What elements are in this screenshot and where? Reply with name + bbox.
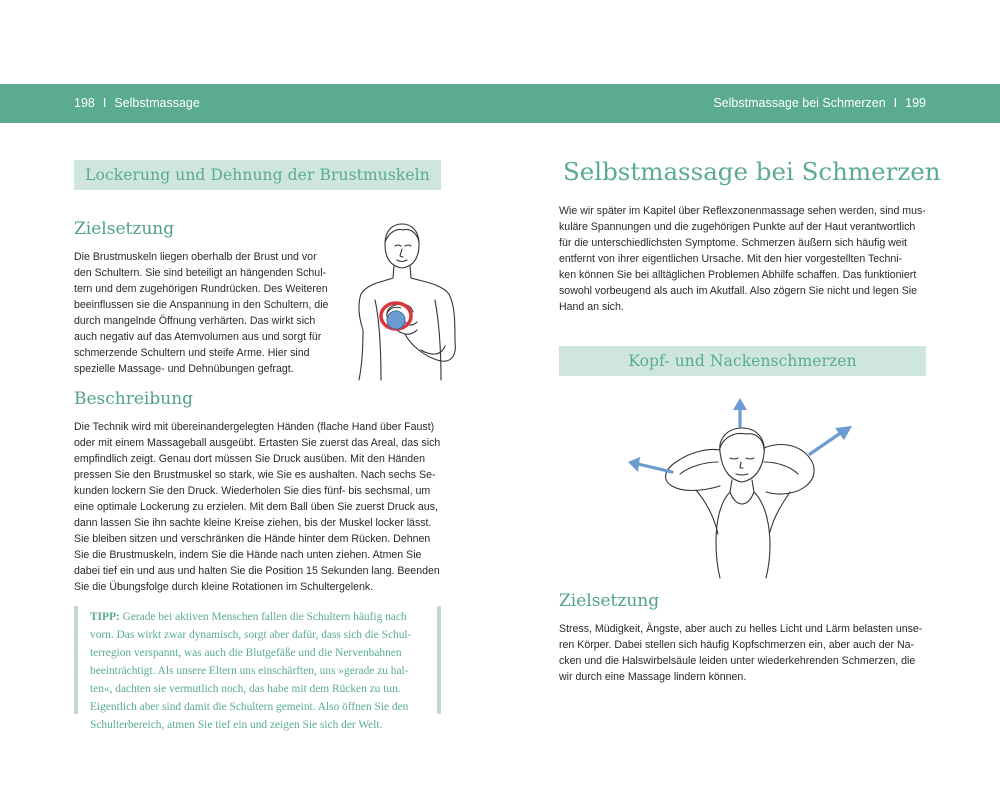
man-chest-massage-illustration	[345, 222, 470, 382]
left-section-box: Lockerung und Dehnung der Brustmuskeln	[74, 160, 441, 190]
left-description-heading: Beschreibung	[74, 389, 194, 409]
tip-line: Schulterbereich, atmen Sie tief ein und zeigen Sie sich der Welt.	[90, 719, 383, 731]
left-goal-line: Die Brustmuskeln liegen oberhalb der Brust und vor	[74, 251, 317, 263]
description-line: dabei tief ein und aus und halten Sie die Position 15 Sekunden lang. Beenden	[74, 565, 440, 577]
left-goal-heading: Zielsetzung	[74, 219, 175, 239]
running-header	[0, 84, 1000, 123]
header-separator-right: I	[893, 96, 898, 110]
right-goal-heading: Zielsetzung	[559, 591, 660, 611]
left-goal-line: schmerzende Schultern und steife Arme. Hier sind	[74, 347, 310, 359]
description-line: Sie die Brustmuskeln, indem Sie die Hände nach unten ziehen. Atmen Sie	[74, 549, 422, 561]
left-goal-line: spezielle Massage- und Dehnübungen gefragt.	[74, 363, 294, 375]
tip-line: Eigentlich aber sind damit die Schultern gemeint. Also öffnen Sie den	[90, 701, 409, 713]
right-goal-line: ren Körper. Dabei stellen sich häufig Kopfschmerzen ein, aber auch der Na-	[559, 639, 915, 651]
arrow-right-icon	[810, 432, 842, 454]
right-running-title: Selbstmassage bei Schmerzen	[713, 96, 886, 110]
tip-first-line: Gerade bei aktiven Menschen fallen die Schultern häufig nach	[119, 611, 407, 623]
intro-line: Hand an sich.	[559, 301, 624, 313]
right-page-number: 199	[905, 96, 926, 110]
tip-label: TIPP:	[90, 611, 120, 623]
right-goal-line: cken und die Halswirbelsäule leiden unter wiederkehrenden Schmerzen, die	[559, 655, 916, 667]
description-line: kunden lockern Sie den Druck. Wiederholen Sie dies fünf- bis sechsmal, um	[74, 485, 431, 497]
tip-line: ten«, dachten sie vermutlich noch, das habe mit dem Rücken zu tun.	[90, 683, 401, 695]
intro-line: kuläre Spannungen und die zugehörigen Punkte auf der Haut verantwortlich	[559, 221, 916, 233]
arrowhead-up-icon	[733, 398, 747, 410]
description-line: pressen Sie den Brustmuskel so stark, wie Sie es aushalten. Nach sechs Se-	[74, 469, 436, 481]
tip-box	[74, 606, 441, 731]
arrowhead-right-icon	[835, 426, 852, 440]
right-intro-text	[559, 203, 926, 315]
left-goal-text	[74, 249, 334, 377]
left-goal-line: den Schultern. Sie sind beteiligt an hängenden Schul-	[74, 267, 327, 279]
right-goal-text	[559, 621, 926, 685]
intro-line: sowohl vorbeugend als auch im Akutfall. Also zögern Sie nicht und legen Sie	[559, 285, 918, 297]
tip-line: vorn. Das wirkt zwar dynamisch, sorgt aber dafür, dass sich die Schul-	[90, 629, 412, 641]
intro-line: Wie wir später im Kapitel über Reflexzonenmassage sehen werden, sind mus-	[559, 205, 926, 217]
header-right	[713, 96, 926, 110]
description-line: eine optimale Lockerung zu erzielen. Mit dem Ball üben Sie zuerst Druck aus,	[74, 501, 438, 513]
intro-line: entfernt von ihrer eigentlichen Ursache. Mit den hier vorgestellten Techni-	[559, 253, 903, 265]
right-section-box: Kopf- und Nackenschmerzen	[559, 346, 926, 376]
description-line: Sie bleiben sitzen und verschränken die Hände hinter dem Rücken. Dehnen	[74, 533, 431, 545]
right-goal-line: wir durch eine Massage lindern können.	[559, 671, 747, 683]
left-running-title: Selbstmassage	[114, 96, 200, 110]
right-goal-line: Stress, Müdigkeit, Ängste, aber auch zu helles Licht und Lärm belasten unse-	[559, 623, 923, 635]
description-line: oder mit einem Massageball ausgeübt. Ertasten Sie zuerst das Areal, das sich	[74, 437, 441, 449]
arrowhead-left-icon	[628, 457, 640, 472]
description-line: dann lassen Sie ihn sachte kleine Kreise ziehen, bis der Muskel locker lässt.	[74, 517, 432, 529]
woman-neck-stretch-illustration	[620, 392, 860, 582]
left-goal-line: durch mangelnde Öffnung verhärten. Das wirkt sich	[74, 315, 316, 327]
left-description-text	[74, 419, 441, 595]
intro-line: ken können Sie bei alltäglichen Problemen Abhilfe schaffen. Das funktioniert	[559, 269, 917, 281]
tip-line: terregion verspannt, was auch die Blutgefäße und die Nervenbahnen	[90, 647, 402, 659]
left-goal-line: auch negativ auf das Atemvolumen aus und sorgt für	[74, 331, 322, 343]
description-line: empfindlich zeigt. Genau dort müssen Sie Druck ausüben. Mit den Händen	[74, 453, 425, 465]
left-page-number: 198	[74, 96, 95, 110]
left-goal-line: beeinflussen sie die Anspannung in den Schultern, die	[74, 299, 329, 311]
header-left	[74, 96, 200, 110]
right-page-title: Selbstmassage bei Schmerzen	[563, 157, 941, 186]
description-line: Die Technik wird mit übereinandergelegten Händen (flache Hand über Faust)	[74, 421, 435, 433]
tip-line: beeinträchtigt. Als unsere Eltern uns einschärften, uns »gerade zu hal-	[90, 665, 409, 677]
massage-ball-icon	[387, 311, 405, 329]
arrow-left-icon	[638, 464, 672, 472]
intro-line: für die unterschiedlichsten Symptome. Schmerzen äußern sich häufig weit	[559, 237, 907, 249]
header-separator-left: I	[102, 96, 107, 110]
left-goal-line: tern und dem zugehörigen Rundrücken. Des Weiteren	[74, 283, 328, 295]
tip-text	[90, 608, 432, 734]
description-line: Sie die Übungsfolge durch kleine Rotationen im Schultergelenk.	[74, 581, 374, 593]
